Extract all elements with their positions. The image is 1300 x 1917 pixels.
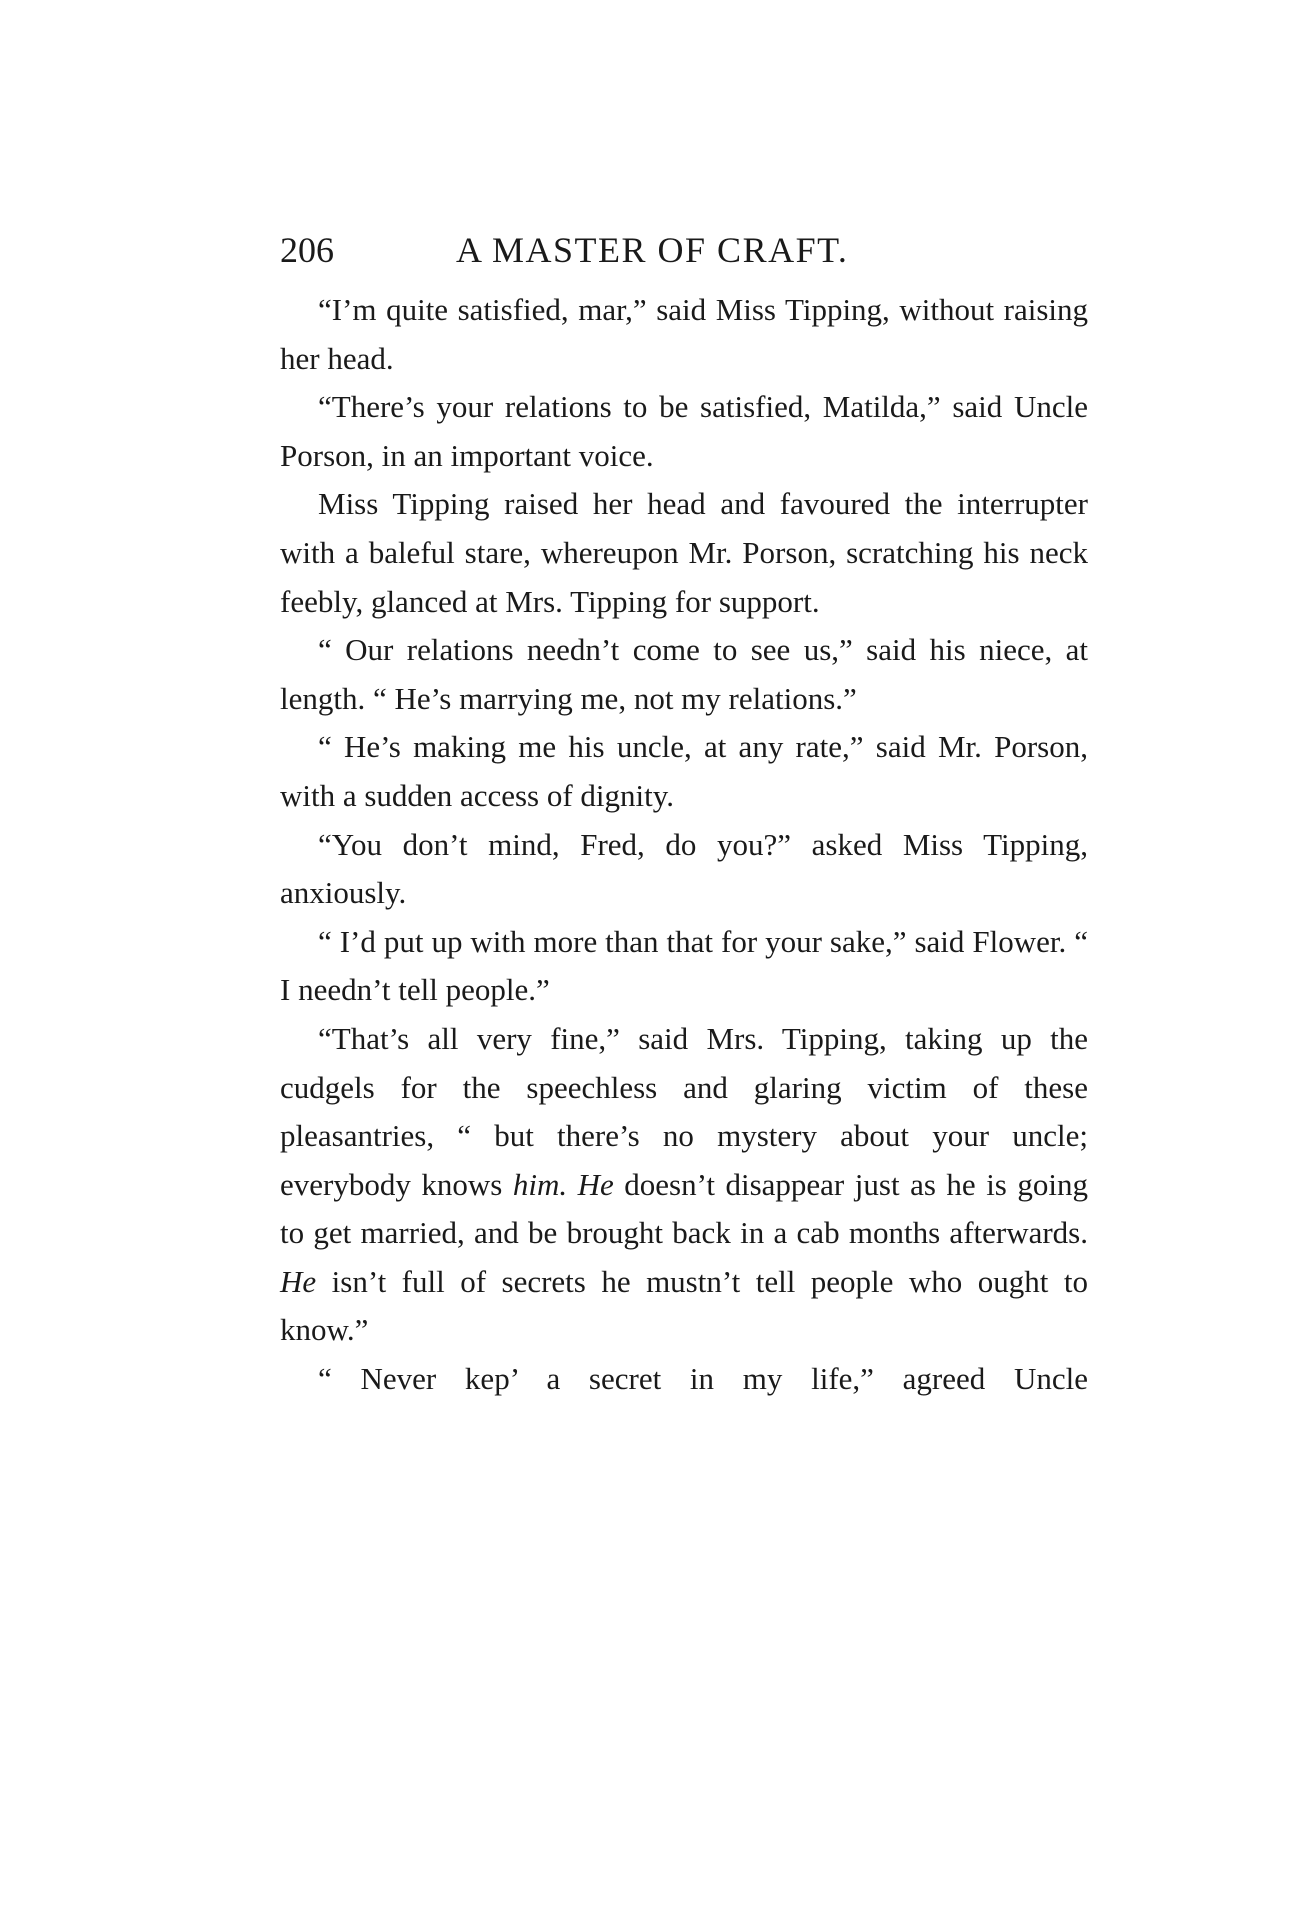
paragraph: “ I’d put up with more than that for your sake,” said Flower. “ I needn’t tell people.” xyxy=(280,923,1088,1008)
paragraph-text: isn’t full of secrets he mustn’t tell people who ought to know.” xyxy=(280,1263,1088,1348)
paragraph: Miss Tipping raised her head and favoured the interrupter with a baleful stare, whereupon Mr. Porson, scratching his neck feebly, glanced at Mrs. Tipping for support. xyxy=(280,486,1088,619)
paragraph: “There’s your relations to be satisfied, Matilda,” said Uncle Porson, in an important voice. xyxy=(280,389,1088,473)
italic-text: him. xyxy=(512,1166,568,1202)
paragraph: “ Never kep’ a secret in my life,” agreed Uncle xyxy=(318,1361,1088,1397)
paragraph: “You don’t mind, Fred, do you?” asked Miss Tipping, anxiously. xyxy=(280,826,1088,911)
paragraph: “ Our relations needn’t come to see us,” said his niece, at length. “ He’s marrying me, not my relations.” xyxy=(280,632,1088,716)
paragraph-text: doesn’t disappear just as he is going to get married, and be brought back in a cab months afterwards. xyxy=(280,1166,1088,1251)
paragraph xyxy=(280,1015,1088,1355)
paragraph-text: “That’s all very fine,” said Mrs. Tipping, taking up the cudgels for the speechless and glaring victim of these pleasantries, “ but there’s no mystery about your uncle; everybody knows xyxy=(280,1020,1088,1202)
running-title: A MASTER OF CRAFT. xyxy=(456,230,849,270)
paragraph: “ He’s making me his uncle, at any rate,” said Mr. Porson, with a sudden access of dignity. xyxy=(280,729,1088,813)
page-number: 206 xyxy=(280,230,334,270)
body-text xyxy=(280,286,1088,1404)
italic-text: He xyxy=(577,1166,614,1202)
paragraph-text xyxy=(567,1167,578,1202)
paragraph: “I’m quite satisfied, mar,” said Miss Tipping, without raising her head. xyxy=(280,292,1088,376)
italic-text: He xyxy=(280,1263,317,1299)
